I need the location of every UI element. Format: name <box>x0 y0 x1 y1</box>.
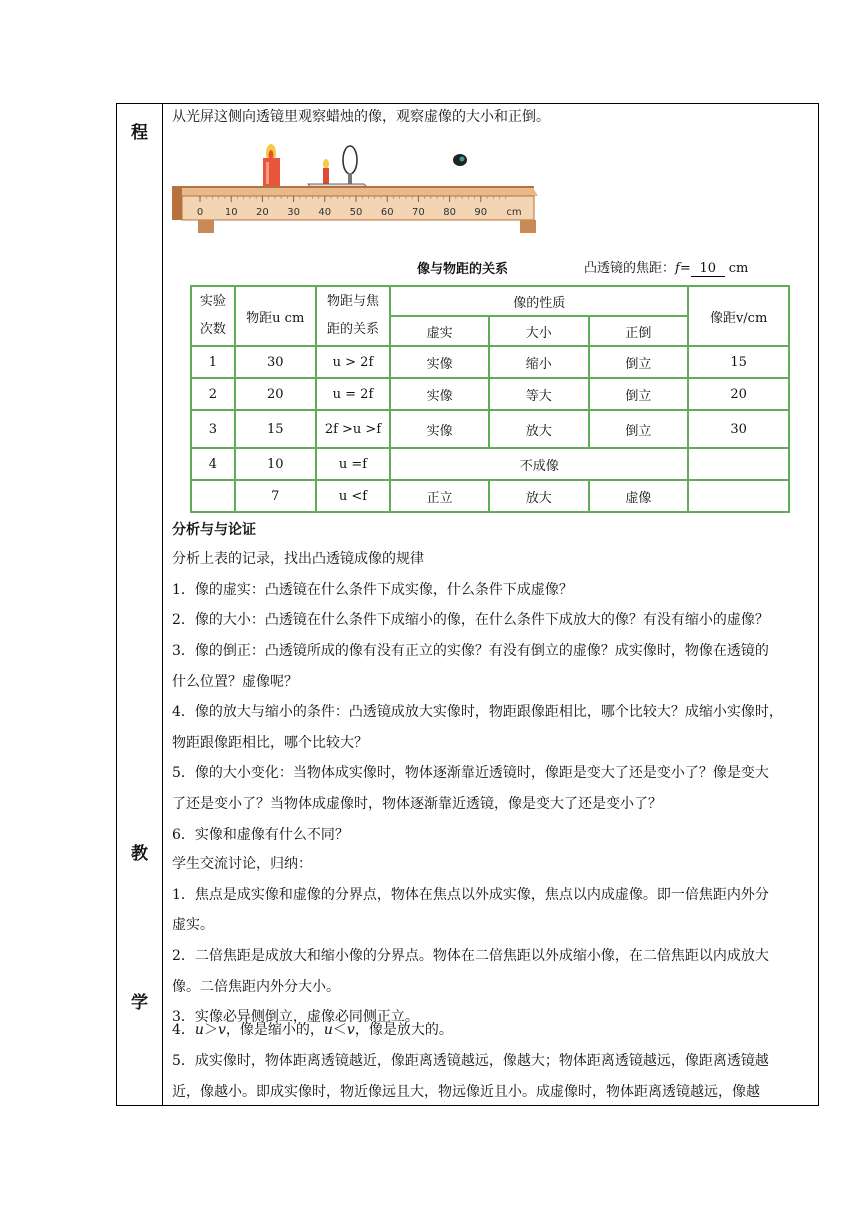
analysis-line: 1．焦点是成实像和虚像的分界点，物体在焦点以外成实像，焦点以内成虚像。即一倍焦距内外分 <box>172 887 769 903</box>
ruler-tick-label: 0 <box>196 207 204 218</box>
analysis-line: 2．二倍焦距是成放大和缩小像的分界点。物体在二倍焦距以外成缩小像，在二倍焦距以内成放大 <box>172 948 769 964</box>
cell <box>688 480 789 512</box>
cell: 实像 <box>390 410 489 448</box>
analysis-line: 什么位置？虚像呢？ <box>172 674 298 690</box>
summary-line-5a: 5．成实像时，物体距离透镜越近，像距离透镜越远，像越大；物体距离透镜越远，像距离透镜越 <box>172 1053 769 1069</box>
cell-no-image: 不成像 <box>390 448 688 480</box>
var-u: u <box>323 1022 333 1038</box>
header-orientation: 正倒 <box>589 316 689 346</box>
var-v: v <box>346 1022 355 1038</box>
eye-icon <box>453 154 467 166</box>
cell: 倒立 <box>589 410 689 448</box>
cell: 正立 <box>390 480 489 512</box>
cell: 2f >u >f <box>316 410 391 448</box>
table-row <box>191 480 789 512</box>
cell <box>688 448 789 480</box>
focal-unit: cm <box>728 261 749 276</box>
analysis-line: 像。二倍焦距内外分大小。 <box>172 979 340 995</box>
candle-icon <box>263 144 280 188</box>
intro-text: 从光屏这侧向透镜里观察蜡烛的像，观察虚像的大小和正倒。 <box>172 109 550 125</box>
image-distance-table <box>190 285 790 513</box>
analysis-line: 6．实像和虚像有什么不同？ <box>172 827 349 843</box>
cell: 20 <box>688 378 789 410</box>
ruler-tick-label: 10 <box>224 207 238 218</box>
header-trial-line2: 次数 <box>199 322 226 337</box>
header-relation-line2: 距的关系 <box>326 322 379 337</box>
header-size: 大小 <box>489 316 589 346</box>
cell: 缩小 <box>489 346 589 378</box>
focal-eq: = <box>679 261 691 276</box>
cell: 30 <box>688 410 789 448</box>
analysis-line: 虚实。 <box>172 917 214 933</box>
cell: 放大 <box>489 480 589 512</box>
table-row <box>191 378 789 410</box>
cell: u <f <box>316 480 391 512</box>
table-row <box>191 448 789 480</box>
header-relation <box>316 286 391 346</box>
cell: 1 <box>191 346 235 378</box>
summary-line-5b: 近，像越小。即成实像时，物近像远且大，物远像近且小。成虚像时，物体距离透镜越远，像越 <box>172 1084 760 1100</box>
ruler-tick-label: 90 <box>474 207 488 218</box>
ruler-tick-label: 80 <box>443 207 456 218</box>
lt-sign: ＜ <box>332 1022 347 1038</box>
ruler-unit: cm <box>506 207 522 218</box>
cell: 放大 <box>489 410 589 448</box>
cell: 等大 <box>489 378 589 410</box>
cell: 30 <box>235 346 316 378</box>
cell: 2 <box>191 378 235 410</box>
cell: u =f <box>316 448 391 480</box>
ruler-tick-label: 70 <box>412 207 425 218</box>
cell: u > 2f <box>316 346 391 378</box>
side-label-jiao: 教 <box>131 844 148 864</box>
table-row <box>191 346 789 378</box>
cell: 10 <box>235 448 316 480</box>
header-image-nature: 像的性质 <box>390 286 688 316</box>
cell: 实像 <box>390 378 489 410</box>
table-title: 像与物距的关系 <box>417 262 509 277</box>
header-trial <box>191 286 235 346</box>
analysis-line: 5．像的大小变化：当物体成实像时，物体逐渐靠近透镜时，像距是变大了还是变小了？像是变大 <box>172 765 769 781</box>
var-u: u <box>194 1022 204 1038</box>
focal-symbol: f <box>675 261 680 276</box>
analysis-line: 了还是变小了？当物体成虚像时，物体逐渐靠近透镜，像是变大了还是变小了？ <box>172 796 662 812</box>
cell: 倒立 <box>589 378 689 410</box>
analysis-line: 学生交流讨论，归纳： <box>172 856 312 872</box>
cell: 4 <box>191 448 235 480</box>
header-object-distance: 物距u cm <box>235 286 316 346</box>
side-label-column <box>117 104 163 1105</box>
cell <box>191 480 235 512</box>
header-relation-line1: 物距与焦 <box>326 294 379 309</box>
analysis-line: 2．像的大小：凸透镜在什么条件下成缩小的像，在什么条件下成放大的像？有没有缩小的虚像？ <box>172 612 769 628</box>
header-trial-line1: 实验 <box>199 294 226 309</box>
text: ，像是缩小的， <box>225 1022 324 1038</box>
analysis-heading: 分析与与论证 <box>172 522 256 538</box>
analysis-line: 4．像的放大与缩小的条件：凸透镜成放大实像时，物距跟像距相比，哪个比较大？成缩小实像时， <box>172 704 783 720</box>
focal-value: 10 <box>691 262 725 277</box>
summary-line-4 <box>172 1019 453 1039</box>
cell: 15 <box>235 410 316 448</box>
ruler-tick-label: 50 <box>349 207 363 218</box>
cell: 实像 <box>390 346 489 378</box>
focal-label-text: 凸透镜的焦距： <box>584 261 676 276</box>
analysis-line: 3．像的倒正：凸透镜所成的像有没有正立的实像？有没有倒立的虚像？成实像时，物像在透镜的 <box>172 643 769 659</box>
analysis-line: 1．像的虚实：凸透镜在什么条件下成实像，什么条件下成虚像？ <box>172 582 573 598</box>
ruler-tick-label: 40 <box>318 207 332 218</box>
cell: 虚像 <box>589 480 689 512</box>
ruler-tick-label: 20 <box>256 207 269 218</box>
table-row <box>191 410 789 448</box>
ruler-tick-label: 30 <box>287 207 300 218</box>
cell: 7 <box>235 480 316 512</box>
cell: u = 2f <box>316 378 391 410</box>
focal-length-label <box>584 257 748 277</box>
num: 4． <box>172 1022 195 1038</box>
cell: 20 <box>235 378 316 410</box>
side-label-xue: 学 <box>131 993 148 1013</box>
text: ，像是放大的。 <box>354 1022 453 1038</box>
optical-bench-illustration <box>168 140 540 236</box>
side-label-cheng: 程 <box>131 123 148 143</box>
cell: 15 <box>688 346 789 378</box>
analysis-line: 物距跟像距相比，哪个比较大？ <box>172 735 368 751</box>
cell: 3 <box>191 410 235 448</box>
small-candle-icon <box>323 159 329 185</box>
analysis-line: 分析上表的记录，找出凸透镜成像的规律 <box>172 551 424 567</box>
header-image-distance: 像距v/cm <box>688 286 789 346</box>
var-v: v <box>217 1022 226 1038</box>
cell: 倒立 <box>589 346 689 378</box>
lens-holder-icon <box>308 146 372 192</box>
header-real-virtual: 虚实 <box>390 316 489 346</box>
ruler-tick-label: 60 <box>380 207 394 218</box>
analysis-line: 3．实像必异侧倒立，虚像必同侧正立。 <box>172 1009 419 1025</box>
gt-sign: ＞ <box>203 1022 218 1038</box>
